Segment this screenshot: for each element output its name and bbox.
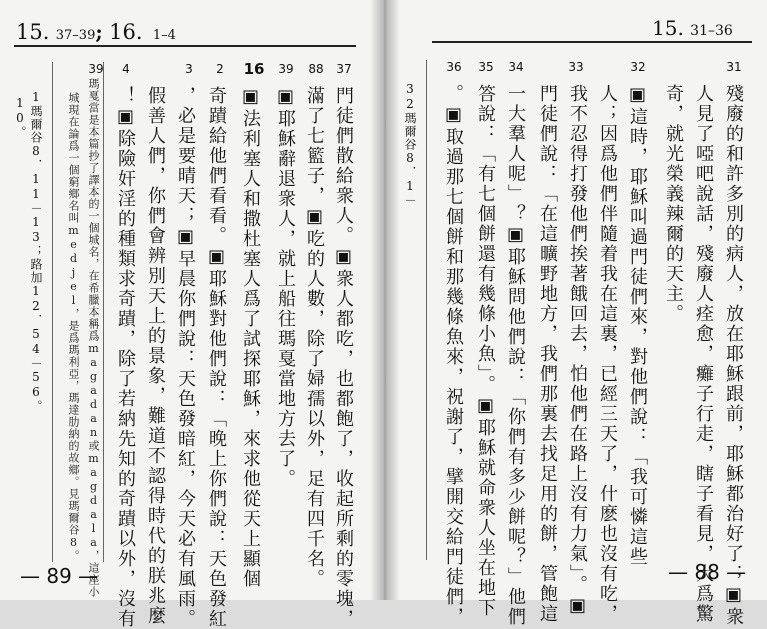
chapter-label: 16 (243, 60, 265, 78)
text-column: ▣這時，耶穌叫過門徒們來，對他們說：「我可憐這些 (627, 84, 648, 567)
text-column: 人見了啞吧說話，殘廢人痊愈，癱子行走，瞎子看見，大爲驚 (693, 84, 714, 624)
text-column: ▣耶穌辭退衆人，就上船往瑪戛當地方去了。 (275, 86, 296, 489)
text-column: 一大羣人呢」？▣耶穌問他們說：「你們有多少餅呢？」他們 (505, 84, 526, 627)
cross-reference: 10。 (13, 96, 27, 139)
header-chapter-15: 15. (652, 16, 684, 40)
header-range-1: 37–39 (55, 28, 96, 43)
cross-reference: 1瑪爾谷8．11－13；路加12．54－56。 (29, 90, 43, 413)
cross-reference: 32瑪爾谷8．1－ (403, 82, 417, 207)
header-range-2: 1–4 (152, 28, 176, 43)
header-chapter-15: 15. (16, 20, 50, 44)
verse-label: 2 (216, 62, 224, 76)
verse-label: 37 (336, 62, 352, 76)
verse-label: 39 (278, 62, 294, 76)
verse-label: 4 (122, 62, 130, 76)
text-column: 。▣取過那七個餅和那幾條魚來，祝謝了，擘開交給門徒們， (443, 84, 464, 627)
verse-label: 32 (630, 60, 646, 74)
text-column: 我不忍得打發他們挨著餓回去，怕他們在路上沒有力氣」。▣ (567, 84, 588, 618)
crossref-divider (426, 60, 427, 560)
footnote-label: 39 (88, 62, 104, 76)
book-gutter (370, 0, 400, 600)
text-column: 假善人們，你們會辨別天上的景象，難道不認得時代的朕兆麼 (145, 86, 166, 626)
text-column: 人；因爲他們伴隨着我在這裏，已經三天了，什麽也沒有吃， (597, 84, 618, 624)
verse-label: 88 (308, 62, 324, 76)
text-column: 奇蹟給他們看看。▣耶穌對他們說：「晚上你們說：天色發紅 (206, 86, 227, 629)
right-page-header (652, 16, 733, 40)
text-column: 門徒們散給衆人。▣衆人都吃，也都飽了，收起所剩的零塊， (333, 86, 354, 629)
verse-label: 35 (478, 60, 494, 74)
text-column: 奇，就光榮義辣爾的天主。 (663, 84, 684, 324)
verse-label: 3 (185, 62, 193, 76)
text-column: 門徒們說：「在這曠野地方，我們那裏去找足用的餅，管飽這 (537, 84, 558, 624)
text-column: 滿了七籃子，▣吃的人數，除了婦孺以外，足有四千名。 (304, 86, 325, 589)
header-separator: ; (95, 20, 103, 44)
header-range: 31–36 (690, 23, 733, 39)
footnote-divider (103, 62, 104, 562)
verse-label: 36 (446, 60, 462, 74)
verse-label: 34 (508, 60, 524, 74)
text-column: ，必是要晴天；▣早晨你們說：天色發暗紅，今天必有風雨。 (175, 86, 196, 629)
verse-label: 31 (726, 60, 742, 74)
footnote-text: 城現在論爲一個窮鄉名叫medjel，是爲瑪利亞，瑪達肋納的故鄉。見瑪爾谷8。 (67, 92, 80, 562)
verse-label: 33 (568, 60, 584, 74)
page-number-right: — 88 — (668, 560, 747, 584)
header-chapter-16: 16. (109, 20, 143, 44)
right-page (384, 0, 767, 627)
text-column: ▣法利塞人和撒杜塞人爲了試探耶穌，來求他從天上顯個 (240, 86, 261, 589)
crossref-divider (52, 62, 53, 562)
left-header-rule (14, 45, 356, 47)
text-column: 答說：「有七個餅還有幾條小魚」。▣耶穌就命衆人坐在地下 (475, 84, 496, 618)
text-column: 殘廢的和許多別的病人，放在耶穌跟前，耶穌都治好了；▣衆 (723, 84, 744, 627)
page-number-left: — 89 — (20, 564, 99, 588)
right-header-rule (432, 41, 752, 43)
left-page-header (16, 20, 176, 44)
text-column: ！▣除險奸淫的種類求奇蹟，除了若納先知的奇蹟以外，沒有 (115, 86, 136, 629)
footnote-text: 瑪戛當是本篇抄了譯本的一個城名，在希臘本稱爲magadan或magdala，這座小 (87, 78, 100, 598)
